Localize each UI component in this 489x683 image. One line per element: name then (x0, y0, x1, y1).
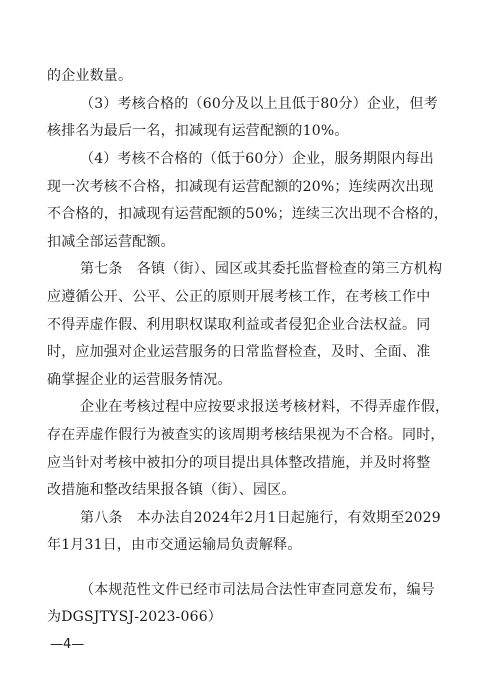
text-line: 确掌握企业的运营服务情况。 (47, 372, 232, 388)
text-line: （本规范性文件已经市司法局合法性审查同意发布，编号 (80, 582, 435, 598)
text-line: 存在弄虚作假行为被查实的该周期考核结果视为不合格。同时， (47, 427, 445, 443)
text-line: （4）考核不合格的（低于60分）企业，服务期限内每出 (80, 151, 434, 167)
text-line: 应当针对考核中被扣分的项目提出具体整改措施，并及时将整 (47, 455, 431, 471)
text-line: 现一次考核不合格，扣减现有运营配额的20%；连续两次出现 (47, 179, 434, 195)
text-line: 核排名为最后一名，扣减现有运营配额的10%。 (47, 123, 349, 139)
text-line: 年1月31日，由市交通运输局负责解释。 (47, 537, 302, 553)
page-number: —4— (50, 637, 85, 652)
text-line: （3）考核合格的（60分及以上且低于80分）企业，但考 (80, 96, 438, 112)
text-line: 应遵循公开、公平、公正的原则开展考核工作，在考核工作中 (47, 289, 431, 305)
text-line: 第七条 各镇（街）、园区或其委托监督检查的第三方机构 (80, 261, 443, 277)
text-line: 为DGSJTYSJ-2023-066） (47, 609, 223, 625)
text-line: 扣减全部运营配额。 (47, 234, 175, 250)
text-line: 不得弄虚作假、利用职权谋取利益或者侵犯企业合法权益。同 (47, 317, 431, 333)
text-line: 改措施和整改结果报各镇（街）、园区。 (47, 482, 296, 498)
text-line: 不合格的，扣减现有运营配额的50%；连续三次出现不合格的， (47, 206, 448, 222)
text-line: 时，应加强对企业运营服务的日常监督检查，及时、全面、准 (47, 344, 431, 360)
text-line: 的企业数量。 (47, 68, 133, 84)
text-line: 企业在考核过程中应按要求报送考核材料，不得弄虚作假， (80, 399, 450, 415)
text-line: 第八条 本办法自2024年2月1日起施行，有效期至2029 (80, 510, 441, 526)
